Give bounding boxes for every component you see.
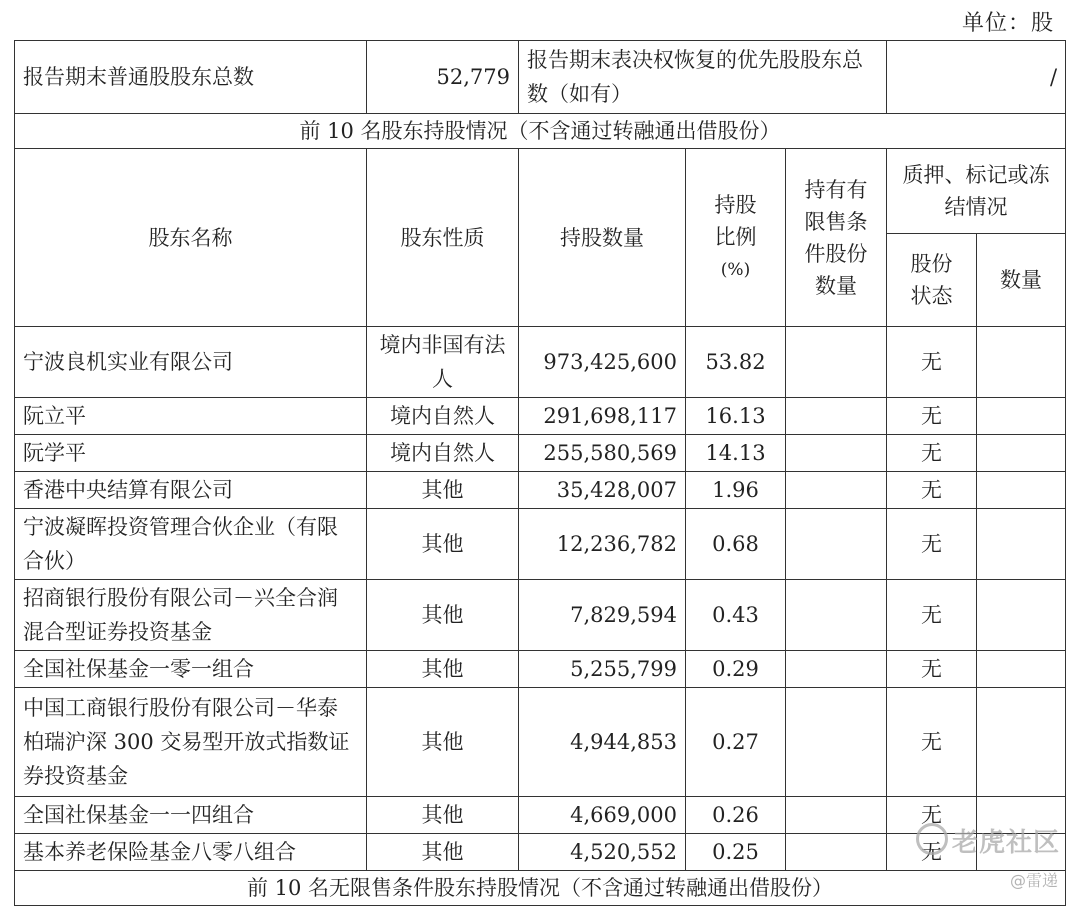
shareholder-name-cell: 阮学平 xyxy=(15,435,367,472)
shareholder-ratio-cell: 14.13 xyxy=(686,435,786,472)
pledge-qty-cell xyxy=(977,509,1066,580)
header-pledge-status xyxy=(887,234,977,327)
watermark-sub: @雷递 xyxy=(1009,871,1058,890)
common-holders-value: 52,779 xyxy=(367,41,519,114)
shareholder-ratio-cell: 0.29 xyxy=(686,651,786,688)
shareholder-name-cell: 宁波凝晖投资管理合伙企业（有限合伙） xyxy=(15,509,367,580)
pledge-status-cell: 无 xyxy=(887,472,977,509)
section-title-row xyxy=(15,114,1066,149)
table-row xyxy=(15,509,1066,580)
pledge-status-cell: 无 xyxy=(887,688,977,797)
preferred-holders-label: 报告期末表决权恢复的优先股股东总数（如有） xyxy=(519,41,887,114)
shareholder-quantity-cell: 12,236,782 xyxy=(519,509,686,580)
table-row xyxy=(15,472,1066,509)
header-row-1 xyxy=(15,149,1066,234)
header-ratio-label: 持股比例 xyxy=(714,192,757,249)
table-row xyxy=(15,834,1066,871)
shareholder-name-cell: 宁波良机实业有限公司 xyxy=(15,327,367,398)
table-row xyxy=(15,435,1066,472)
pledge-qty-cell xyxy=(977,688,1066,797)
common-holders-label: 报告期末普通股股东总数 xyxy=(15,41,367,114)
header-restricted xyxy=(786,149,887,327)
table-row xyxy=(15,651,1066,688)
header-quantity: 持股数量 xyxy=(519,149,686,327)
shareholder-name-cell: 中国工商银行股份有限公司－华泰柏瑞沪深 300 交易型开放式指数证券投资基金 xyxy=(15,688,367,797)
shareholder-name-cell: 全国社保基金一一四组合 xyxy=(15,797,367,834)
shareholder-ratio-cell: 0.26 xyxy=(686,797,786,834)
header-pledge-group xyxy=(887,149,1066,234)
shareholder-quantity-cell: 973,425,600 xyxy=(519,327,686,398)
shareholder-restricted-cell xyxy=(786,327,887,398)
shareholder-nature-cell: 其他 xyxy=(367,472,519,509)
shareholder-table-frame xyxy=(14,40,1065,910)
header-ratio-unit: (%) xyxy=(720,259,751,280)
table-row xyxy=(15,688,1066,797)
shareholder-quantity-cell: 4,520,552 xyxy=(519,834,686,871)
pledge-qty-cell xyxy=(977,327,1066,398)
watermark-main-text: 老虎社区 xyxy=(951,828,1060,858)
shareholder-quantity-cell: 35,428,007 xyxy=(519,472,686,509)
pledge-status-cell: 无 xyxy=(887,435,977,472)
shareholder-ratio-cell: 0.27 xyxy=(686,688,786,797)
shareholder-name-cell: 香港中央结算有限公司 xyxy=(15,472,367,509)
header-pledge-qty: 数量 xyxy=(977,234,1066,327)
pledge-status-cell: 无 xyxy=(887,398,977,435)
header-pledge-status-label: 股份状态 xyxy=(910,252,953,308)
header-ratio xyxy=(686,149,786,327)
shareholder-quantity-cell: 291,698,117 xyxy=(519,398,686,435)
pledge-qty-cell xyxy=(977,435,1066,472)
shareholder-restricted-cell xyxy=(786,834,887,871)
shareholder-quantity-cell: 7,829,594 xyxy=(519,580,686,651)
shareholder-quantity-cell: 4,944,853 xyxy=(519,688,686,797)
shareholder-nature-cell: 其他 xyxy=(367,797,519,834)
pledge-status-cell: 无 xyxy=(887,509,977,580)
shareholder-ratio-cell: 53.82 xyxy=(686,327,786,398)
header-name: 股东名称 xyxy=(15,149,367,327)
pledge-qty-cell xyxy=(977,398,1066,435)
shareholder-ratio-cell: 0.43 xyxy=(686,580,786,651)
shareholder-quantity-cell: 4,669,000 xyxy=(519,797,686,834)
next-section-row xyxy=(15,871,1066,906)
table-row xyxy=(15,797,1066,834)
shareholder-quantity-cell: 5,255,799 xyxy=(519,651,686,688)
shareholder-restricted-cell xyxy=(786,651,887,688)
shareholder-restricted-cell xyxy=(786,688,887,797)
shareholder-nature-cell: 境内非国有法人 xyxy=(367,327,519,398)
shareholder-name-cell: 全国社保基金一零一组合 xyxy=(15,651,367,688)
header-nature: 股东性质 xyxy=(367,149,519,327)
pledge-qty-cell xyxy=(977,580,1066,651)
pledge-status-cell: 无 xyxy=(887,651,977,688)
pledge-status-cell: 无 xyxy=(887,797,977,834)
unit-label: 单位：股 xyxy=(961,11,1054,36)
shareholder-ratio-cell: 0.25 xyxy=(686,834,786,871)
shareholder-nature-cell: 其他 xyxy=(367,651,519,688)
watermark-logo xyxy=(916,822,1060,859)
shareholder-table xyxy=(14,40,1066,906)
shareholder-restricted-cell xyxy=(786,435,887,472)
shareholder-nature-cell: 境内自然人 xyxy=(367,398,519,435)
shareholder-restricted-cell xyxy=(786,580,887,651)
shareholder-restricted-cell xyxy=(786,797,887,834)
pledge-qty-cell xyxy=(977,651,1066,688)
shareholder-rows xyxy=(15,327,1066,871)
shareholder-name-cell: 基本养老保险基金八零八组合 xyxy=(15,834,367,871)
shareholder-nature-cell: 其他 xyxy=(367,688,519,797)
header-pledge-group-label: 质押、标记或冻结情况 xyxy=(902,163,1050,219)
shareholder-nature-cell: 其他 xyxy=(367,509,519,580)
pledge-status-cell: 无 xyxy=(887,327,977,398)
shareholder-quantity-cell: 255,580,569 xyxy=(519,435,686,472)
table-row xyxy=(15,398,1066,435)
preferred-holders-value: / xyxy=(887,41,1066,114)
pledge-qty-cell xyxy=(977,472,1066,509)
table-row xyxy=(15,580,1066,651)
shareholder-nature-cell: 境内自然人 xyxy=(367,435,519,472)
shareholder-ratio-cell: 0.68 xyxy=(686,509,786,580)
summary-row xyxy=(15,41,1066,114)
shareholder-name-cell: 招商银行股份有限公司－兴全合润混合型证券投资基金 xyxy=(15,580,367,651)
shareholder-name-cell: 阮立平 xyxy=(15,398,367,435)
section-title: 前 10 名股东持股情况（不含通过转融通出借股份） xyxy=(15,114,1066,149)
shareholder-nature-cell: 其他 xyxy=(367,580,519,651)
shareholder-ratio-cell: 1.96 xyxy=(686,472,786,509)
header-restricted-label: 持有有限售条件股份数量 xyxy=(804,177,868,298)
pledge-status-cell: 无 xyxy=(887,580,977,651)
pledge-status-cell: 无 xyxy=(887,834,977,871)
table-row xyxy=(15,327,1066,398)
next-section-title: 前 10 名无限售条件股东持股情况（不含通过转融通出借股份） xyxy=(15,871,1066,906)
shareholder-ratio-cell: 16.13 xyxy=(686,398,786,435)
shareholder-restricted-cell xyxy=(786,398,887,435)
shareholder-restricted-cell xyxy=(786,472,887,509)
tiger-community-icon xyxy=(916,823,948,855)
shareholder-nature-cell: 其他 xyxy=(367,834,519,871)
shareholder-restricted-cell xyxy=(786,509,887,580)
